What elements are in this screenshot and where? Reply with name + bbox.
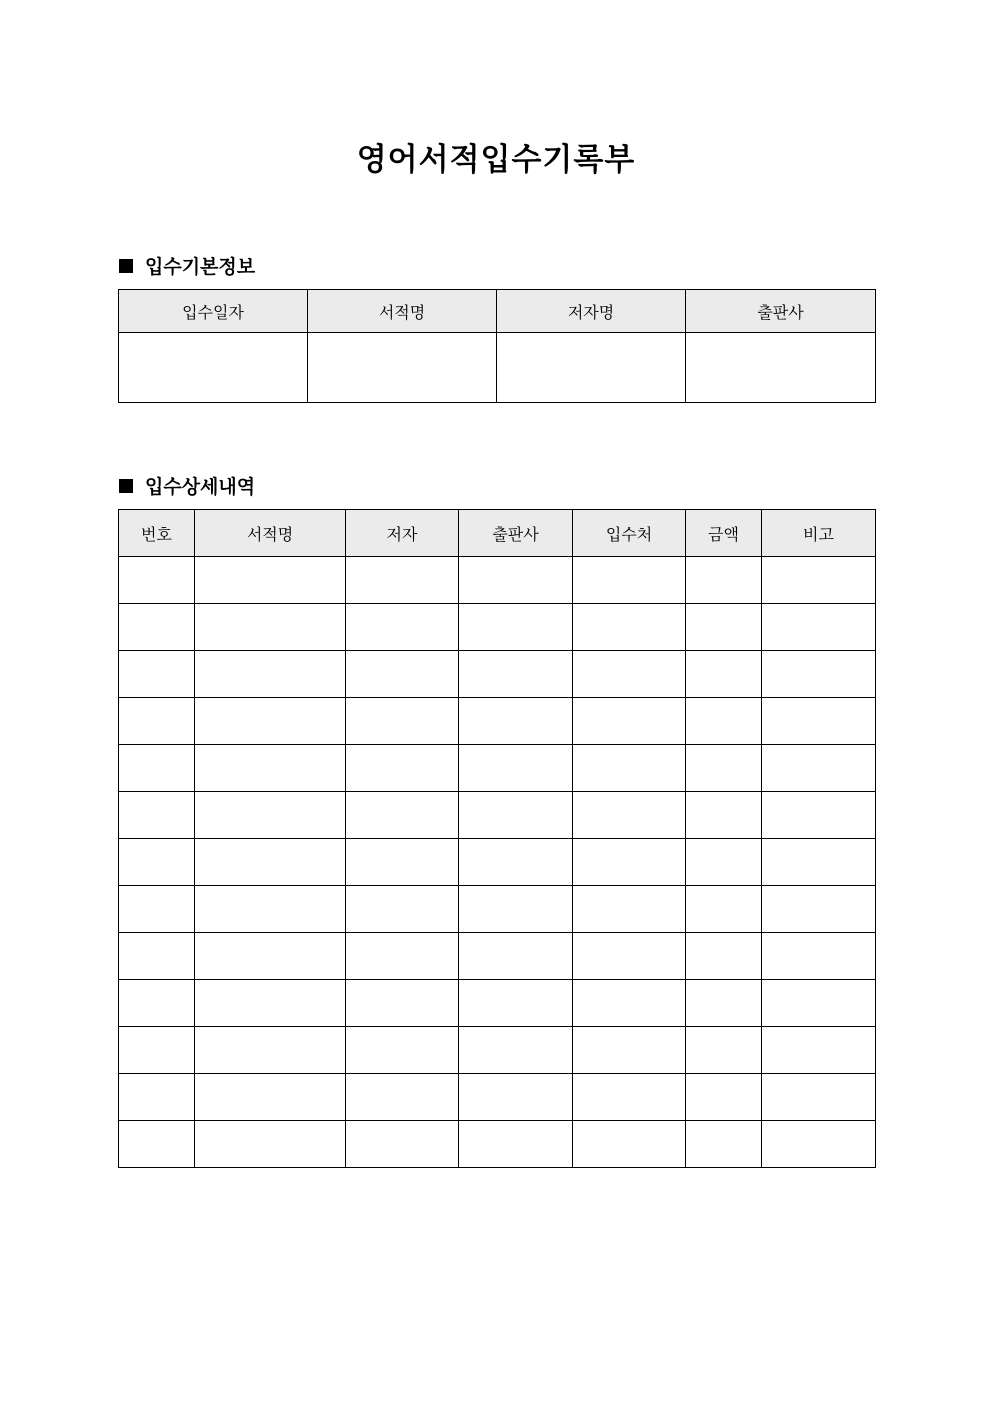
table-row — [119, 745, 876, 792]
table-cell[interactable] — [573, 698, 686, 745]
table-cell[interactable] — [195, 933, 346, 980]
table-cell[interactable] — [119, 333, 308, 403]
table-cell[interactable] — [346, 886, 459, 933]
details-table-body — [119, 557, 876, 1168]
table-cell[interactable] — [686, 651, 762, 698]
table-cell[interactable] — [573, 651, 686, 698]
page-title: 영어서적입수기록부 — [356, 142, 636, 178]
table-row — [119, 1027, 876, 1074]
table-cell[interactable] — [459, 933, 573, 980]
table-cell[interactable] — [308, 333, 497, 403]
table-cell[interactable] — [119, 1121, 195, 1168]
table-cell[interactable] — [686, 698, 762, 745]
table-cell[interactable] — [762, 1074, 876, 1121]
table-cell[interactable] — [573, 1027, 686, 1074]
table-row — [119, 933, 876, 980]
table-row — [119, 651, 876, 698]
table-row — [119, 886, 876, 933]
table-cell[interactable] — [459, 557, 573, 604]
table-cell[interactable] — [346, 1121, 459, 1168]
table-cell[interactable] — [459, 792, 573, 839]
table-cell[interactable] — [346, 604, 459, 651]
table-cell[interactable] — [195, 1027, 346, 1074]
table-cell[interactable] — [686, 886, 762, 933]
table-cell[interactable] — [346, 980, 459, 1027]
column-header: 입수일자 — [119, 290, 308, 333]
table-cell[interactable] — [195, 792, 346, 839]
table-cell[interactable] — [686, 1121, 762, 1168]
table-cell[interactable] — [346, 1074, 459, 1121]
table-cell[interactable] — [573, 745, 686, 792]
table-cell[interactable] — [686, 557, 762, 604]
column-header: 저자 — [346, 510, 459, 557]
table-cell[interactable] — [459, 1074, 573, 1121]
table-cell[interactable] — [573, 604, 686, 651]
table-row — [119, 333, 876, 403]
column-header: 비고 — [762, 510, 876, 557]
table-cell[interactable] — [346, 745, 459, 792]
table-cell[interactable] — [762, 933, 876, 980]
table-cell[interactable] — [762, 651, 876, 698]
table-cell[interactable] — [195, 1121, 346, 1168]
table-cell[interactable] — [195, 839, 346, 886]
table-cell[interactable] — [686, 839, 762, 886]
table-cell[interactable] — [119, 933, 195, 980]
table-cell[interactable] — [119, 886, 195, 933]
table-cell[interactable] — [346, 651, 459, 698]
table-cell[interactable] — [346, 1027, 459, 1074]
table-cell[interactable] — [119, 745, 195, 792]
table-cell[interactable] — [346, 792, 459, 839]
table-cell[interactable] — [119, 698, 195, 745]
table-cell[interactable] — [346, 557, 459, 604]
square-bullet-icon — [119, 259, 133, 273]
column-header: 저자명 — [497, 290, 686, 333]
table-cell[interactable] — [573, 1121, 686, 1168]
table-header-row — [119, 290, 876, 333]
table-row — [119, 980, 876, 1027]
column-header: 입수처 — [573, 510, 686, 557]
table-cell[interactable] — [195, 651, 346, 698]
table-cell[interactable] — [195, 886, 346, 933]
table-cell[interactable] — [686, 980, 762, 1027]
table-cell[interactable] — [119, 557, 195, 604]
table-cell[interactable] — [573, 1074, 686, 1121]
table-row — [119, 839, 876, 886]
table-cell[interactable] — [686, 1074, 762, 1121]
table-cell[interactable] — [119, 1074, 195, 1121]
table-cell[interactable] — [686, 333, 876, 403]
table-cell[interactable] — [459, 651, 573, 698]
table-cell[interactable] — [573, 792, 686, 839]
table-cell[interactable] — [195, 604, 346, 651]
table-cell[interactable] — [119, 839, 195, 886]
table-cell[interactable] — [686, 792, 762, 839]
section-heading-label: 입수기본정보 — [145, 256, 256, 278]
table-cell[interactable] — [573, 980, 686, 1027]
table-cell[interactable] — [497, 333, 686, 403]
table-cell[interactable] — [195, 980, 346, 1027]
section-heading-basic-info — [119, 252, 255, 279]
section-heading-details — [119, 472, 255, 499]
section-heading-label: 입수상세내역 — [145, 476, 256, 498]
table-row — [119, 557, 876, 604]
details-table — [118, 509, 876, 1168]
table-cell[interactable] — [459, 745, 573, 792]
table-cell[interactable] — [459, 1121, 573, 1168]
table-cell[interactable] — [686, 745, 762, 792]
table-cell[interactable] — [346, 698, 459, 745]
table-cell[interactable] — [573, 557, 686, 604]
table-cell[interactable] — [762, 604, 876, 651]
table-cell[interactable] — [573, 933, 686, 980]
table-cell[interactable] — [119, 1027, 195, 1074]
table-cell[interactable] — [459, 698, 573, 745]
table-cell[interactable] — [686, 604, 762, 651]
table-row — [119, 792, 876, 839]
table-cell[interactable] — [459, 1027, 573, 1074]
table-row — [119, 1074, 876, 1121]
column-header: 금액 — [686, 510, 762, 557]
table-cell[interactable] — [119, 651, 195, 698]
column-header: 출판사 — [459, 510, 573, 557]
table-cell[interactable] — [119, 980, 195, 1027]
table-cell[interactable] — [346, 839, 459, 886]
table-cell[interactable] — [762, 698, 876, 745]
table-cell[interactable] — [119, 604, 195, 651]
table-cell[interactable] — [762, 745, 876, 792]
table-cell[interactable] — [459, 980, 573, 1027]
table-cell[interactable] — [459, 839, 573, 886]
table-cell[interactable] — [762, 1027, 876, 1074]
column-header: 출판사 — [686, 290, 876, 333]
basic-info-table — [118, 289, 876, 403]
table-row — [119, 604, 876, 651]
table-row — [119, 698, 876, 745]
table-cell[interactable] — [195, 745, 346, 792]
table-cell[interactable] — [762, 839, 876, 886]
square-bullet-icon — [119, 479, 133, 493]
table-cell[interactable] — [762, 1121, 876, 1168]
table-cell[interactable] — [195, 557, 346, 604]
column-header: 서적명 — [195, 510, 346, 557]
table-cell[interactable] — [346, 933, 459, 980]
table-cell[interactable] — [573, 839, 686, 886]
table-cell[interactable] — [459, 886, 573, 933]
table-cell[interactable] — [119, 792, 195, 839]
column-header: 번호 — [119, 510, 195, 557]
table-cell[interactable] — [762, 792, 876, 839]
table-cell[interactable] — [762, 886, 876, 933]
table-cell[interactable] — [686, 1027, 762, 1074]
table-cell[interactable] — [573, 886, 686, 933]
table-cell[interactable] — [195, 1074, 346, 1121]
table-row — [119, 1121, 876, 1168]
table-header-row — [119, 510, 876, 557]
table-cell[interactable] — [762, 557, 876, 604]
column-header: 서적명 — [308, 290, 497, 333]
table-cell[interactable] — [459, 604, 573, 651]
table-cell[interactable] — [686, 933, 762, 980]
table-cell[interactable] — [762, 980, 876, 1027]
table-cell[interactable] — [195, 698, 346, 745]
